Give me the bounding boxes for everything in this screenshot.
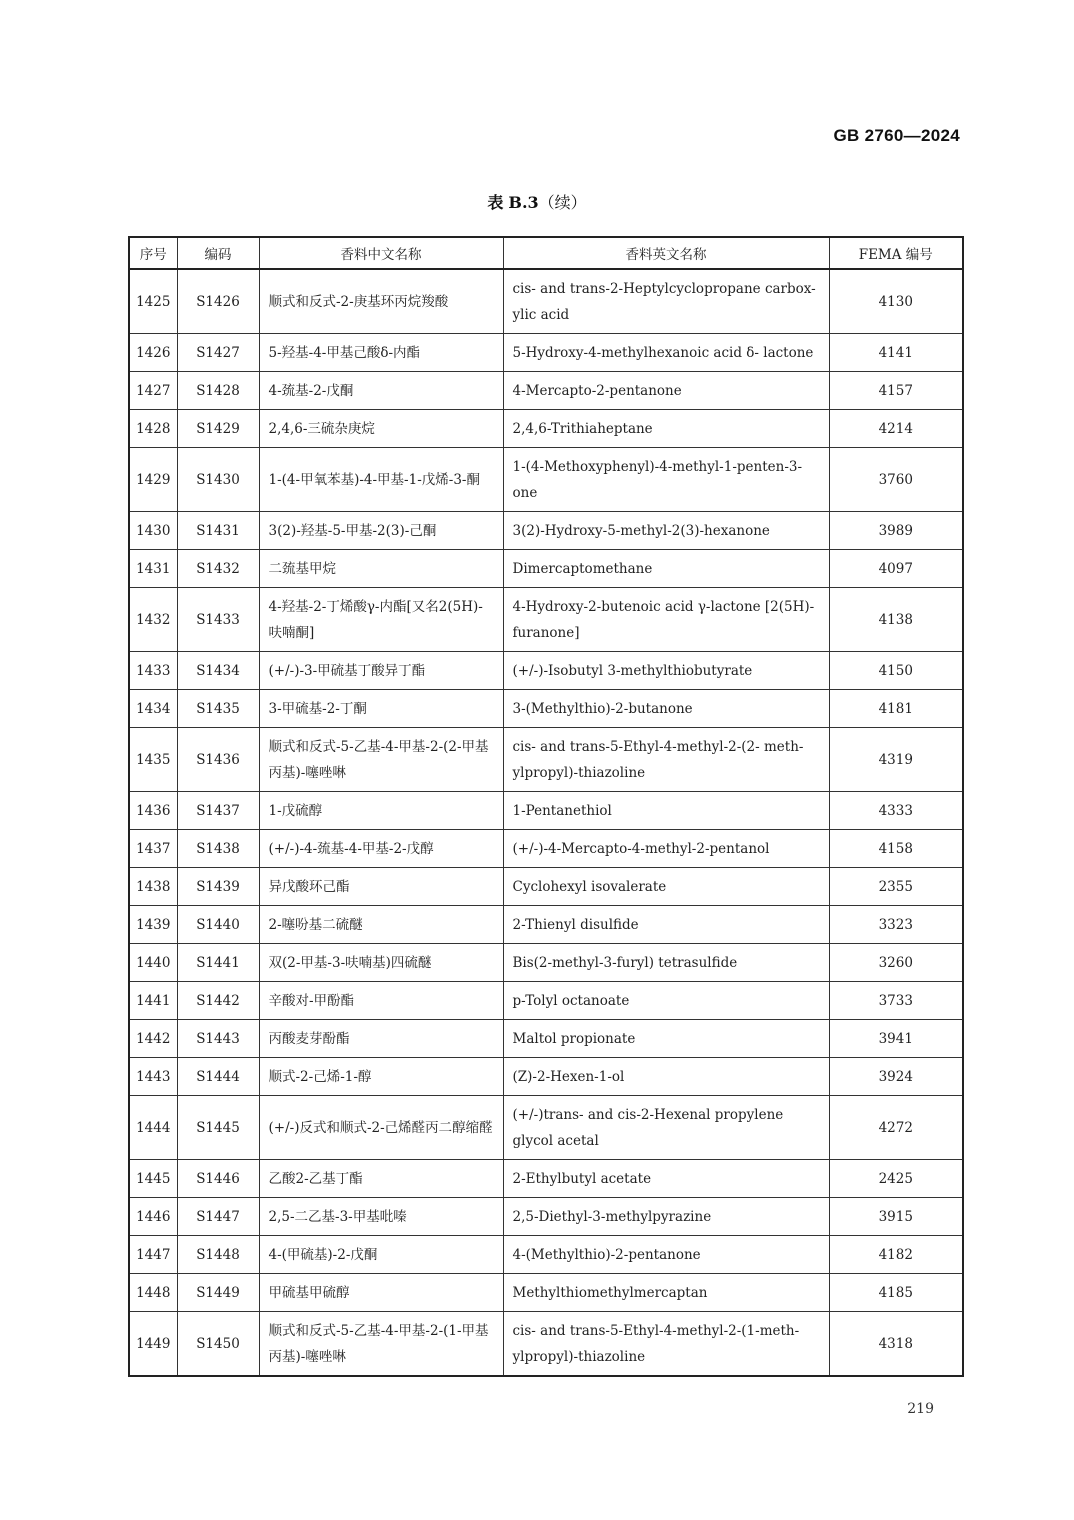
cell-cn-name: 顺式和反式-5-乙基-4-甲基-2-(1-甲基丙基)-噻唑啉 [259,1312,503,1377]
cell-no: 1449 [129,1312,177,1377]
cell-cn-name: 4-羟基-2-丁烯酸γ-内酯[又名2(5H)-呋喃酮] [259,588,503,652]
cell-no: 1445 [129,1160,177,1198]
caption-table-id: B.3 [508,193,539,212]
cell-no: 1448 [129,1274,177,1312]
table-row [129,728,963,792]
cell-fema: 3760 [829,448,963,512]
cell-en-name: 3(2)-Hydroxy-5-methyl-2(3)-hexanone [503,512,829,550]
cell-no: 1431 [129,550,177,588]
caption-suffix: （续） [538,193,587,212]
cell-en-name: p-Tolyl octanoate [503,982,829,1020]
cell-code: S1439 [177,868,259,906]
cell-en-name: 4-Mercapto-2-pentanone [503,372,829,410]
cell-code: S1444 [177,1058,259,1096]
table-row [129,830,963,868]
cell-code: S1432 [177,550,259,588]
table-row [129,1160,963,1198]
cell-fema: 4150 [829,652,963,690]
cell-fema: 4138 [829,588,963,652]
cell-cn-name: 双(2-甲基-3-呋喃基)四硫醚 [259,944,503,982]
cell-en-name: (Z)-2-Hexen-1-ol [503,1058,829,1096]
cell-code: S1427 [177,334,259,372]
cell-code: S1433 [177,588,259,652]
cell-cn-name: (+/-)-3-甲硫基丁酸异丁酯 [259,652,503,690]
col-header-fema: FEMA 编号 [829,237,963,269]
cell-no: 1433 [129,652,177,690]
cell-cn-name: 2,4,6-三硫杂庚烷 [259,410,503,448]
cell-code: S1445 [177,1096,259,1160]
cell-en-name: cis- and trans-5-Ethyl-4-methyl-2-(1-meth-ylpropyl)-thiazoline [503,1312,829,1377]
cell-en-name: 2-Thienyl disulfide [503,906,829,944]
cell-cn-name: 2,5-二乙基-3-甲基吡嗪 [259,1198,503,1236]
cell-cn-name: 3(2)-羟基-5-甲基-2(3)-己酮 [259,512,503,550]
cell-fema: 3260 [829,944,963,982]
table-row [129,944,963,982]
cell-cn-name: 5-羟基-4-甲基己酸δ-内酯 [259,334,503,372]
cell-no: 1425 [129,269,177,334]
cell-en-name: 2,4,6-Trithiaheptane [503,410,829,448]
cell-code: S1434 [177,652,259,690]
col-header-code: 编码 [177,237,259,269]
cell-fema: 4130 [829,269,963,334]
cell-no: 1440 [129,944,177,982]
cell-cn-name: 1-(4-甲氧苯基)-4-甲基-1-戊烯-3-酮 [259,448,503,512]
table-row [129,550,963,588]
cell-fema: 3915 [829,1198,963,1236]
cell-no: 1435 [129,728,177,792]
table-row [129,652,963,690]
cell-en-name: (+/-)-4-Mercapto-4-methyl-2-pentanol [503,830,829,868]
cell-fema: 4097 [829,550,963,588]
cell-code: S1440 [177,906,259,944]
table-row [129,1096,963,1160]
cell-fema: 2425 [829,1160,963,1198]
cell-code: S1448 [177,1236,259,1274]
cell-en-name: cis- and trans-2-Heptylcyclopropane carbox-ylic acid [503,269,829,334]
cell-cn-name: 顺式和反式-2-庚基环丙烷羧酸 [259,269,503,334]
table-row [129,1198,963,1236]
cell-code: S1442 [177,982,259,1020]
table-row [129,906,963,944]
cell-code: S1431 [177,512,259,550]
cell-en-name: (+/-)-Isobutyl 3-methylthiobutyrate [503,652,829,690]
table-row [129,1236,963,1274]
table-row [129,792,963,830]
cell-en-name: Dimercaptomethane [503,550,829,588]
cell-cn-name: 乙酸2-乙基丁酯 [259,1160,503,1198]
cell-no: 1436 [129,792,177,830]
cell-cn-name: 辛酸对-甲酚酯 [259,982,503,1020]
cell-code: S1428 [177,372,259,410]
cell-cn-name: 4-巯基-2-戊酮 [259,372,503,410]
cell-code: S1437 [177,792,259,830]
caption-prefix: 表 [487,193,504,212]
page-number: 219 [907,1401,934,1417]
cell-fema: 3323 [829,906,963,944]
table-row [129,1274,963,1312]
cell-en-name: cis- and trans-5-Ethyl-4-methyl-2-(2- meth-ylpropyl)-thiazoline [503,728,829,792]
cell-fema: 3924 [829,1058,963,1096]
cell-no: 1438 [129,868,177,906]
table-row [129,1312,963,1377]
cell-no: 1428 [129,410,177,448]
cell-fema: 4333 [829,792,963,830]
table-row [129,410,963,448]
cell-fema: 4181 [829,690,963,728]
table-header-row [129,237,963,269]
table-row [129,588,963,652]
cell-code: S1447 [177,1198,259,1236]
flavoring-table [128,236,964,1377]
cell-no: 1430 [129,512,177,550]
cell-fema: 4319 [829,728,963,792]
cell-cn-name: (+/-)反式和顺式-2-己烯醛丙二醇缩醛 [259,1096,503,1160]
cell-no: 1437 [129,830,177,868]
cell-cn-name: 甲硫基甲硫醇 [259,1274,503,1312]
cell-no: 1447 [129,1236,177,1274]
cell-en-name: Maltol propionate [503,1020,829,1058]
cell-code: S1429 [177,410,259,448]
table-row [129,448,963,512]
cell-cn-name: 2-噻吩基二硫醚 [259,906,503,944]
cell-cn-name: 4-(甲硫基)-2-戊酮 [259,1236,503,1274]
table-row [129,868,963,906]
cell-no: 1427 [129,372,177,410]
cell-cn-name: 1-戊硫醇 [259,792,503,830]
cell-cn-name: (+/-)-4-巯基-4-甲基-2-戊醇 [259,830,503,868]
cell-cn-name: 二巯基甲烷 [259,550,503,588]
table-row [129,372,963,410]
cell-fema: 3733 [829,982,963,1020]
cell-code: S1449 [177,1274,259,1312]
cell-fema: 4158 [829,830,963,868]
col-header-cn-name: 香料中文名称 [259,237,503,269]
cell-fema: 4182 [829,1236,963,1274]
table-row [129,1020,963,1058]
cell-no: 1444 [129,1096,177,1160]
cell-fema: 3941 [829,1020,963,1058]
cell-en-name: 2-Ethylbutyl acetate [503,1160,829,1198]
cell-no: 1432 [129,588,177,652]
table-row [129,269,963,334]
standard-code: GB 2760—2024 [833,126,960,145]
cell-en-name: 2,5-Diethyl-3-methylpyrazine [503,1198,829,1236]
cell-en-name: 3-(Methylthio)-2-butanone [503,690,829,728]
cell-no: 1441 [129,982,177,1020]
cell-code: S1435 [177,690,259,728]
table-row [129,1058,963,1096]
cell-en-name: Cyclohexyl isovalerate [503,868,829,906]
cell-en-name: (+/-)trans- and cis-2-Hexenal propylene glycol acetal [503,1096,829,1160]
cell-fema: 2355 [829,868,963,906]
cell-fema: 4214 [829,410,963,448]
cell-no: 1442 [129,1020,177,1058]
cell-no: 1443 [129,1058,177,1096]
cell-cn-name: 顺式和反式-5-乙基-4-甲基-2-(2-甲基丙基)-噻唑啉 [259,728,503,792]
table-caption [0,190,1074,213]
cell-fema: 4157 [829,372,963,410]
cell-en-name: 4-Hydroxy-2-butenoic acid γ-lactone [2(5H)-furanone] [503,588,829,652]
cell-cn-name: 3-甲硫基-2-丁酮 [259,690,503,728]
cell-en-name: Methylthiomethylmercaptan [503,1274,829,1312]
col-header-no: 序号 [129,237,177,269]
cell-en-name: 1-Pentanethiol [503,792,829,830]
cell-fema: 4318 [829,1312,963,1377]
cell-en-name: 5-Hydroxy-4-methylhexanoic acid δ- lactone [503,334,829,372]
cell-no: 1439 [129,906,177,944]
cell-fema: 3989 [829,512,963,550]
table-row [129,512,963,550]
table-row [129,334,963,372]
cell-fema: 4272 [829,1096,963,1160]
cell-code: S1441 [177,944,259,982]
cell-no: 1446 [129,1198,177,1236]
cell-code: S1438 [177,830,259,868]
cell-code: S1426 [177,269,259,334]
col-header-en-name: 香料英文名称 [503,237,829,269]
cell-no: 1434 [129,690,177,728]
cell-en-name: 1-(4-Methoxyphenyl)-4-methyl-1-penten-3-one [503,448,829,512]
cell-code: S1446 [177,1160,259,1198]
cell-cn-name: 丙酸麦芽酚酯 [259,1020,503,1058]
table-row [129,982,963,1020]
cell-en-name: 4-(Methylthio)-2-pentanone [503,1236,829,1274]
cell-code: S1450 [177,1312,259,1377]
cell-no: 1426 [129,334,177,372]
cell-code: S1436 [177,728,259,792]
cell-en-name: Bis(2-methyl-3-furyl) tetrasulfide [503,944,829,982]
cell-cn-name: 异戊酸环己酯 [259,868,503,906]
cell-cn-name: 顺式-2-己烯-1-醇 [259,1058,503,1096]
table-row [129,690,963,728]
cell-no: 1429 [129,448,177,512]
cell-code: S1430 [177,448,259,512]
cell-fema: 4141 [829,334,963,372]
cell-fema: 4185 [829,1274,963,1312]
cell-code: S1443 [177,1020,259,1058]
